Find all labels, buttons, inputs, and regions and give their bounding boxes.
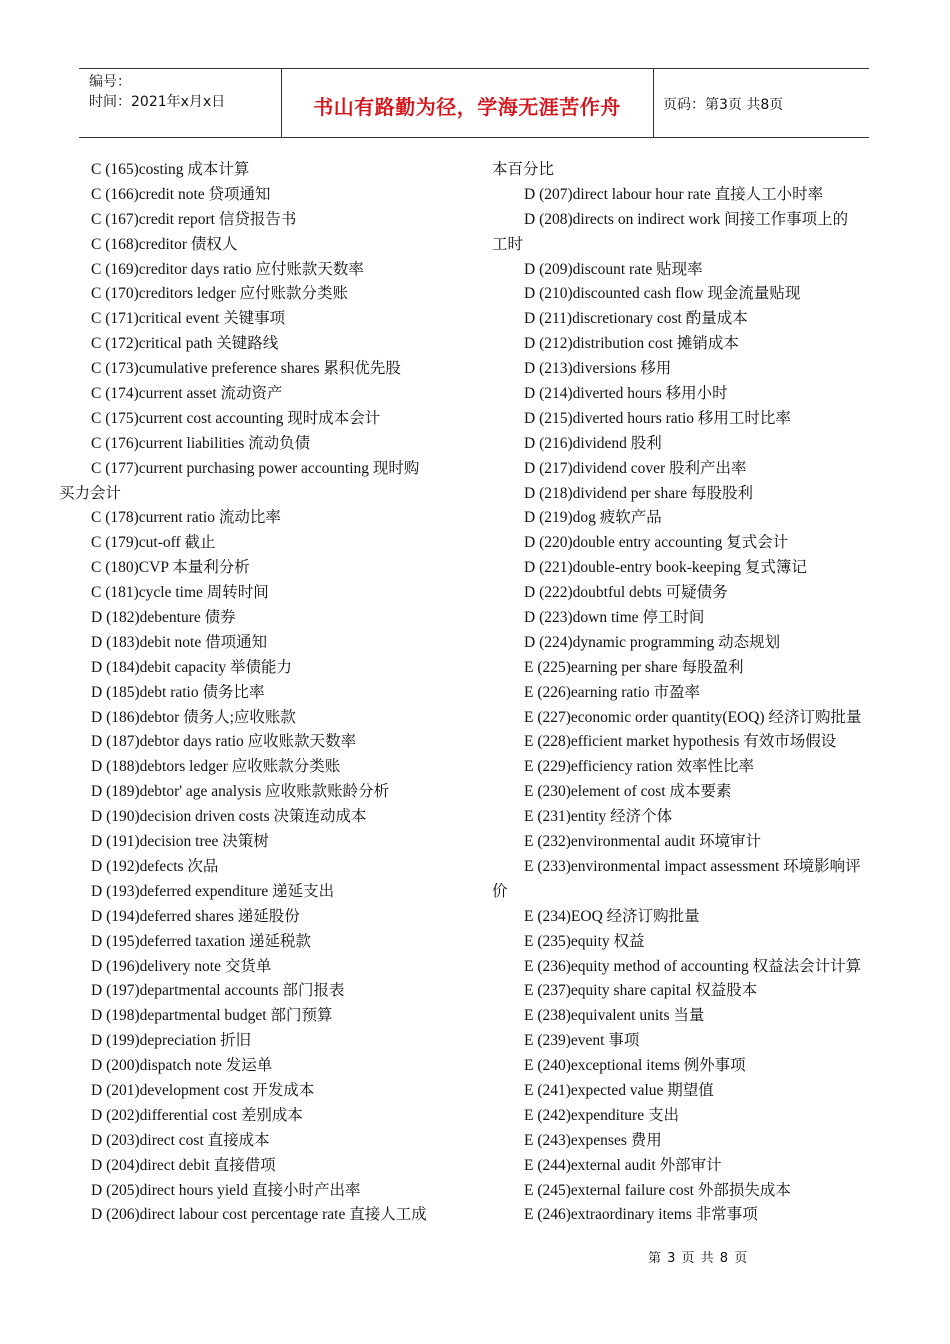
glossary-line: C (177)current purchasing power accounting 现时购 <box>91 459 420 477</box>
glossary-line: D (183)debit note 借项通知 <box>91 633 268 651</box>
header-page-info: 页码：第3页 共8页 <box>663 97 784 113</box>
glossary-line: E (235)equity 权益 <box>524 932 645 950</box>
glossary-line: D (182)debenture 债券 <box>91 609 236 627</box>
glossary-line: D (188)debtors ledger 应收账款分类账 <box>91 758 341 776</box>
glossary-line: C (178)current ratio 流动比率 <box>91 509 281 527</box>
glossary-line: D (186)debtor 债务人;应收账款 <box>91 708 296 726</box>
glossary-line: D (197)departmental accounts 部门报表 <box>91 982 345 1000</box>
glossary-line: D (217)dividend cover 股利产出率 <box>524 459 747 477</box>
glossary-line: D (184)debit capacity 举债能力 <box>91 658 293 676</box>
glossary-line: E (231)entity 经济个体 <box>524 808 673 826</box>
glossary-line: D (205)direct hours yield 直接小时产出率 <box>91 1181 361 1199</box>
glossary-line: E (241)expected value 期望值 <box>524 1081 714 1099</box>
header-page-cell <box>654 69 869 137</box>
header-meta-cell <box>79 69 282 137</box>
page-header <box>79 68 869 138</box>
glossary-line: D (216)dividend 股利 <box>524 434 662 452</box>
glossary-line: D (189)debtor' age analysis 应收账款账龄分析 <box>91 783 390 801</box>
header-motto-cell <box>281 69 654 137</box>
glossary-line: D (202)differential cost 差别成本 <box>91 1106 303 1124</box>
glossary-line: D (195)deferred taxation 递延税款 <box>91 932 311 950</box>
glossary-line: D (198)departmental budget 部门预算 <box>91 1007 333 1025</box>
glossary-line: C (169)creditor days ratio 应付账款天数率 <box>91 260 364 278</box>
glossary-line: D (214)diverted hours 移用小时 <box>524 385 728 403</box>
glossary-line: D (224)dynamic programming 动态规划 <box>524 633 781 651</box>
glossary-line: D (221)double-entry book-keeping 复式簿记 <box>524 559 807 577</box>
glossary-right-column <box>492 158 892 1228</box>
glossary-line: E (227)economic order quantity(EOQ) 经济订购批量 <box>524 708 862 726</box>
glossary-line: D (208)directs on indirect work 间接工作事项上的 <box>524 210 849 228</box>
glossary-line: D (206)direct labour cost percentage rate 直接人工成 <box>91 1206 427 1224</box>
glossary-line: E (237)equity share capital 权益股本 <box>524 982 758 1000</box>
glossary-line: E (228)efficient market hypothesis 有效市场假设 <box>524 733 837 751</box>
glossary-line: C (175)current cost accounting 现时成本会计 <box>91 409 381 427</box>
document-time-label: 时间：2021年x月x日 <box>89 94 226 110</box>
glossary-line: C (165)costing 成本计算 <box>91 161 250 178</box>
glossary-line: D (192)defects 次品 <box>91 857 219 875</box>
glossary-line: D (209)discount rate 贴现率 <box>524 260 703 278</box>
glossary-line: D (200)dispatch note 发运单 <box>91 1057 273 1075</box>
glossary-line: C (172)critical path 关键路线 <box>91 335 279 353</box>
glossary-line: C (179)cut-off 截止 <box>91 534 216 552</box>
glossary-line: E (229)efficiency ration 效率性比率 <box>524 758 754 776</box>
glossary-line: D (191)decision tree 决策树 <box>91 833 269 851</box>
glossary-line: C (174)current asset 流动资产 <box>91 385 283 403</box>
glossary-line: D (212)distribution cost 摊销成本 <box>524 335 739 353</box>
glossary-line: E (233)environmental impact assessment 环境影响评 <box>524 857 861 875</box>
glossary-line: E (239)event 事项 <box>524 1032 640 1050</box>
glossary-line: 本百分比 <box>492 161 555 178</box>
glossary-line: E (246)extraordinary items 非常事项 <box>524 1206 758 1224</box>
glossary-line: E (242)expenditure 支出 <box>524 1106 679 1124</box>
glossary-line: D (210)discounted cash flow 现金流量贴现 <box>524 285 801 303</box>
glossary-line: D (203)direct cost 直接成本 <box>91 1131 270 1149</box>
glossary-line: D (222)doubtful debts 可疑债务 <box>524 584 728 602</box>
glossary-line: 工时 <box>492 235 524 253</box>
glossary-line: 价 <box>492 882 508 900</box>
glossary-line: E (234)EOQ 经济订购批量 <box>524 907 700 925</box>
glossary-line: E (225)earning per share 每股盈利 <box>524 658 744 676</box>
glossary-line: C (176)current liabilities 流动负债 <box>91 434 311 452</box>
glossary-line: C (167)credit report 信贷报告书 <box>91 210 297 228</box>
glossary-line: 买力会计 <box>59 484 122 502</box>
glossary-line: D (219)dog 疲软产品 <box>524 509 662 527</box>
glossary-line: C (173)cumulative preference shares 累积优先股 <box>91 360 401 378</box>
document-number-label: 编号： <box>89 74 131 90</box>
glossary-line: D (204)direct debit 直接借项 <box>91 1156 276 1174</box>
glossary-line: D (187)debtor days ratio 应收账款天数率 <box>91 733 357 751</box>
header-motto: 书山有路勤为径，学海无涯苦作舟 <box>313 95 621 119</box>
glossary-line: D (220)double entry accounting 复式会计 <box>524 534 789 552</box>
glossary-line: D (207)direct labour hour rate 直接人工小时率 <box>524 185 824 203</box>
glossary-line: E (245)external failure cost 外部损失成本 <box>524 1181 791 1199</box>
glossary-left-column <box>59 158 459 1228</box>
glossary-line: D (193)deferred expenditure 递延支出 <box>91 882 335 900</box>
glossary-line: E (243)expenses 费用 <box>524 1131 662 1149</box>
glossary-line: D (185)debt ratio 债务比率 <box>91 683 265 701</box>
glossary-line: E (236)equity method of accounting 权益法会计计算 <box>524 957 862 975</box>
glossary-line: D (201)development cost 开发成本 <box>91 1081 315 1099</box>
glossary-line: C (171)critical event 关键事项 <box>91 310 286 328</box>
glossary-line: D (218)dividend per share 每股股利 <box>524 484 754 502</box>
glossary-line: D (194)deferred shares 递延股份 <box>91 907 300 925</box>
glossary-line: E (226)earning ratio 市盈率 <box>524 683 701 701</box>
glossary-line: D (196)delivery note 交货单 <box>91 957 272 975</box>
glossary-line: D (223)down time 停工时间 <box>524 609 705 627</box>
glossary-line: D (199)depreciation 折旧 <box>91 1032 252 1050</box>
glossary-line: C (166)credit note 贷项通知 <box>91 185 271 203</box>
glossary-line: D (213)diversions 移用 <box>524 360 672 378</box>
glossary-line: C (181)cycle time 周转时间 <box>91 584 269 602</box>
glossary-line: D (211)discretionary cost 酌量成本 <box>524 310 748 328</box>
glossary-line: E (238)equivalent units 当量 <box>524 1007 705 1025</box>
glossary-line: D (215)diverted hours ratio 移用工时比率 <box>524 409 791 427</box>
glossary-line: C (168)creditor 债权人 <box>91 235 238 253</box>
glossary-line: D (190)decision driven costs 决策连动成本 <box>91 808 367 826</box>
glossary-line: E (232)environmental audit 环境审计 <box>524 833 762 851</box>
glossary-line: E (230)element of cost 成本要素 <box>524 783 732 801</box>
page-footer: 第 3 页 共 8 页 <box>648 1251 749 1266</box>
glossary-line: E (244)external audit 外部审计 <box>524 1156 722 1174</box>
glossary-line: C (170)creditors ledger 应付账款分类账 <box>91 285 348 303</box>
glossary-line: C (180)CVP 本量利分析 <box>91 559 250 577</box>
glossary-line: E (240)exceptional items 例外事项 <box>524 1057 746 1075</box>
